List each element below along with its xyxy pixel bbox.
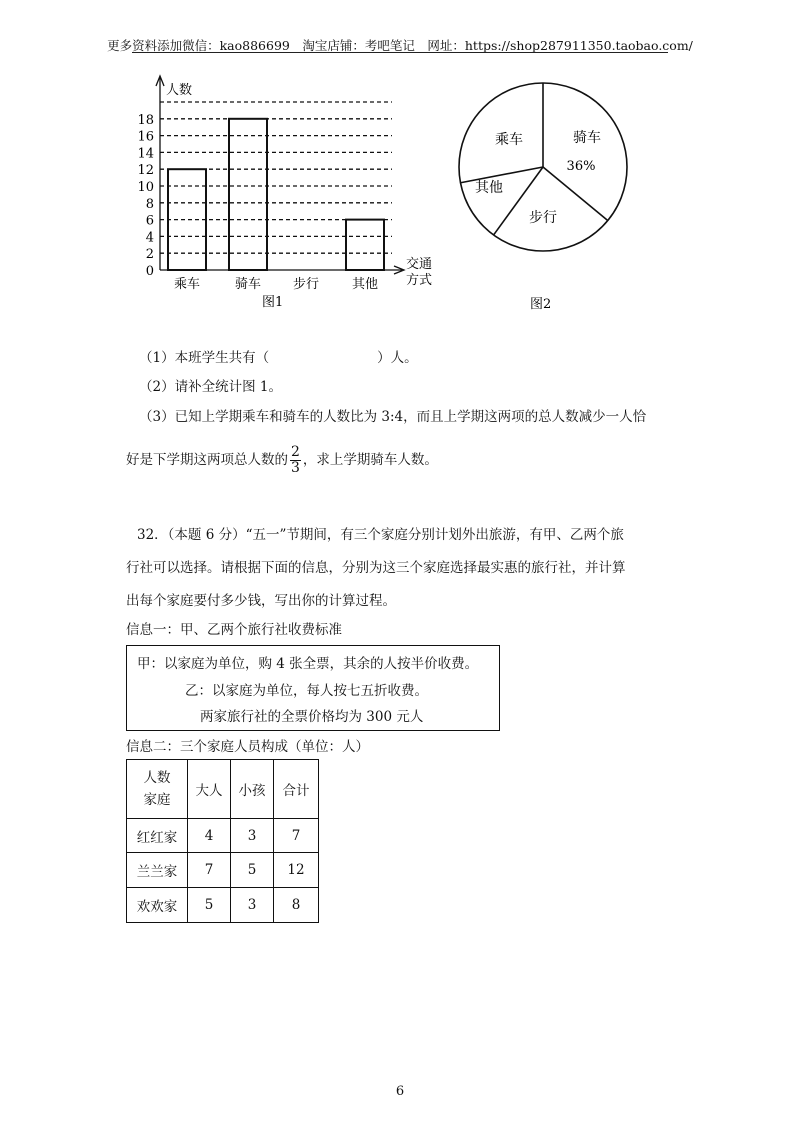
fraction-denominator: 3: [291, 460, 300, 476]
table-row: [127, 819, 319, 853]
table-header-cell: 合计: [274, 760, 319, 819]
table-header-cell: 小孩: [231, 760, 274, 819]
figure1-bar-chart: [120, 70, 450, 315]
y-tick-label: 14: [137, 146, 154, 162]
question-3-line2: [126, 445, 438, 476]
y-tick-label: 6: [145, 213, 154, 229]
total-cell: 7: [274, 819, 319, 853]
info1-line1: 甲：以家庭为单位，购 4 张全票，其余的人按半价收费。: [137, 656, 479, 672]
y-tick-label: 18: [137, 112, 154, 128]
fraction-numerator: 2: [291, 444, 300, 460]
x-tick-label: 其他: [351, 277, 379, 292]
adults-cell: 5: [188, 888, 231, 923]
y-tick-label: 8: [145, 196, 154, 212]
table-row: [127, 853, 319, 888]
pie-label-qiche-percent: 36%: [566, 159, 596, 174]
table-header-cell: 大人: [188, 760, 231, 819]
family-name-cell: 欢欢家: [127, 888, 188, 923]
bar: [168, 169, 206, 270]
info1-line2: 乙：以家庭为单位，每人按七五折收费。: [185, 683, 428, 699]
page-number: 6: [395, 1084, 405, 1099]
y-tick-label: 4: [145, 230, 154, 246]
family-name-cell: 兰兰家: [127, 853, 188, 888]
family-table: [126, 759, 319, 923]
figure1-caption: 图1: [262, 295, 284, 310]
question-32-line1: 32．（本题 6 分）“五一”节期间，有三个家庭分别计划外出旅游，有甲、乙两个旅: [137, 527, 624, 543]
bar: [229, 119, 267, 270]
y-tick-label: 0: [145, 264, 154, 279]
x-tick-label: 步行: [292, 277, 320, 292]
pie-label-qita: 其他: [475, 180, 503, 196]
page-header: 更多资料添加微信：kao886699 淘宝店铺：考吧笔记 网址：https://shop287911350.taobao.com/: [107, 38, 693, 53]
question-2: （2）请补全统计图 1。: [139, 379, 282, 395]
table-header-row: [127, 760, 319, 819]
figure2-pie-chart: [455, 82, 635, 312]
adults-cell: 4: [188, 819, 231, 853]
q3-line2-before: 好是下学期这两项总人数的: [126, 452, 288, 468]
question-32-line3: 出每个家庭要付多少钱，写出你的计算过程。: [126, 593, 396, 609]
kids-cell: 3: [231, 819, 274, 853]
question-3-line1: （3）已知上学期乘车和骑车的人数比为 3:4，而且上学期这两项的总人数减少一人恰: [139, 409, 647, 425]
table-corner-cell: [127, 760, 188, 819]
y-tick-label: 16: [137, 129, 154, 145]
figure1-xlabel-line1: 交通: [406, 257, 433, 272]
info2-title: 信息二：三个家庭人员构成（单位：人）: [126, 739, 369, 755]
kids-cell: 5: [231, 853, 274, 888]
x-tick-label: 骑车: [234, 277, 262, 292]
kids-cell: 3: [231, 888, 274, 923]
y-tick-label: 10: [137, 180, 154, 195]
q3-line2-after: ，求上学期骑车人数。: [302, 452, 438, 468]
header-rule: [132, 52, 668, 53]
pie-label-qiche: 骑车: [573, 130, 601, 146]
figure2-caption: 图2: [530, 297, 552, 312]
y-tick-label: 2: [145, 247, 154, 263]
corner-top-label: 人数: [143, 770, 171, 786]
figure1-xlabel-line2: 方式: [406, 273, 433, 288]
total-cell: 8: [274, 888, 319, 923]
corner-bottom-label: 家庭: [143, 792, 171, 808]
total-cell: 12: [274, 853, 319, 888]
info1-line3: 两家旅行社的全票价格均为 300 元人: [200, 709, 424, 725]
pie-label-buxing: 步行: [529, 210, 557, 226]
info1-title: 信息一：甲、乙两个旅行社收费标准: [126, 622, 342, 638]
figure1-ylabel: 人数: [166, 83, 193, 98]
family-name-cell: 红红家: [127, 819, 188, 853]
info1-box: [126, 645, 500, 731]
x-tick-label: 乘车: [173, 277, 201, 292]
question-1: （1）本班学生共有（ ）人。: [139, 350, 418, 366]
bar: [346, 220, 384, 270]
table-row: [127, 888, 319, 923]
fraction-two-thirds: [290, 445, 301, 476]
pie-label-chengche: 乘车: [495, 132, 523, 148]
question-32-line2: 行社可以选择。请根据下面的信息，分别为这三个家庭选择最实惠的旅行社，并计算: [126, 560, 626, 576]
y-tick-label: 12: [137, 163, 154, 179]
adults-cell: 7: [188, 853, 231, 888]
